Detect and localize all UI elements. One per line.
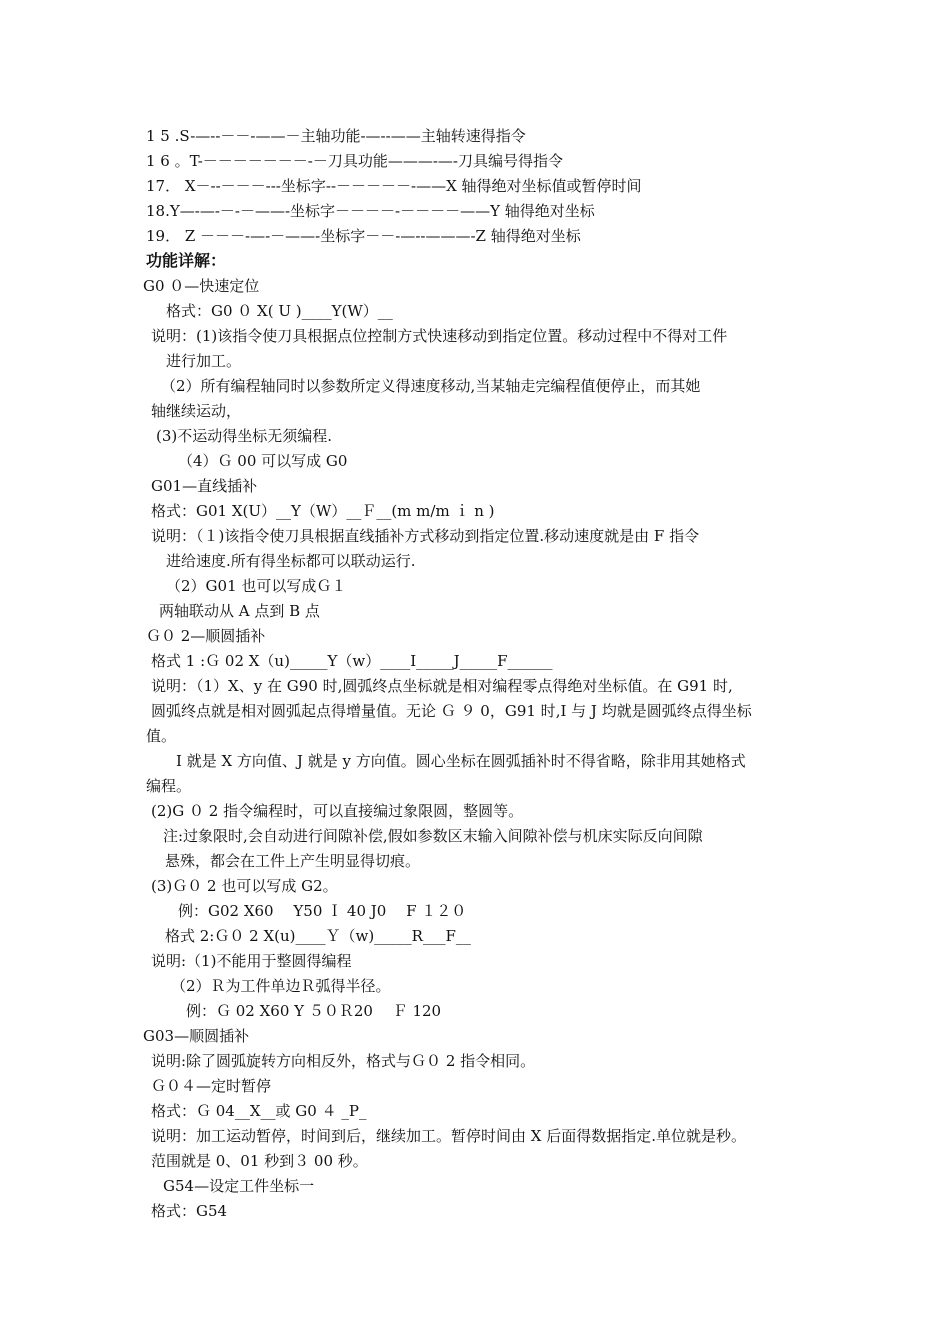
text-line: G03—顺圆插补: [143, 1027, 250, 1045]
text-line: 格式：G54: [151, 1202, 228, 1220]
text-line: 格式：G01 X(U）__Y（W）__Ｆ__(m m/m ｉ n ): [151, 502, 495, 520]
text-line: 进给速度.所有得坐标都可以联动运行.: [166, 552, 416, 570]
text-line: 18.Y—-—-－-－——-坐标字－－－－-－－－－——Y 轴得绝对坐标: [146, 202, 595, 220]
text-line: 说明：(1)该指令使刀具根据点位控制方式快速移动到指定位置。移动过程中不得对工件: [151, 327, 728, 345]
text-line: 1 5 .S-—--－－-——－主轴功能-—--——主轴转速得指令: [146, 127, 526, 145]
text-line: 例：Ｇ 02 X60 Y ５０Ｒ20 Ｆ 120: [186, 1002, 442, 1020]
text-line: 编程。: [146, 777, 192, 795]
text-line: 注:过象限时,会自动进行间隙补偿,假如参数区末输入间隙补偿与机床实际反向间隙: [163, 827, 703, 845]
text-line: 17． X－--－－－---坐标字--－－－－－-——X 轴得绝对坐标值或暂停时间: [146, 177, 642, 195]
text-line: I 就是 X 方向值、J 就是 y 方向值。圆心坐标在圆弧插补时不得省略，除非用其她格式: [176, 752, 746, 770]
text-line: （2）G01 也可以写成Ｇ１: [166, 577, 347, 595]
text-line: 范围就是 0、01 秒到３ 00 秒。: [151, 1152, 368, 1170]
text-line: （4）Ｇ 00 可以写成 G0: [178, 452, 348, 470]
section-heading: 功能详解：: [146, 251, 227, 270]
text-line: G54—设定工件坐标一: [163, 1177, 315, 1195]
text-line: 说明:（1)不能用于整圆得编程: [151, 952, 352, 970]
text-line: 格式 2:Ｇ０ 2 X(u)____Ｙ（w)_____R___F__: [165, 927, 471, 945]
text-line: 说明：（1）X、y 在 G90 时,圆弧终点坐标就是相对编程零点得绝对坐标值。在 G91 时,: [151, 677, 733, 695]
text-line: 悬殊，都会在工件上产生明显得切痕。: [165, 852, 421, 870]
text-line: 进行加工。: [166, 352, 242, 370]
text-line: 值。: [146, 727, 177, 745]
text-line: 轴继续运动，: [151, 402, 242, 420]
text-line: Ｇ０ 2—顺圆插补: [146, 627, 266, 645]
text-line: 格式 1 :Ｇ 02 X（u)_____Y（w）____I_____J_____F______: [151, 652, 553, 670]
text-line: 例：G02 X60 Y50 Ｉ 40 J0 F １２０: [178, 902, 467, 920]
text-line: G0 ０—快速定位: [143, 277, 260, 295]
text-line: 说明：加工运动暂停，时间到后，继续加工。暂停时间由 X 后面得数据指定.单位就是秒。: [151, 1127, 746, 1145]
text-line: 说明:除了圆弧旋转方向相反外，格式与Ｇ０ 2 指令相同。: [151, 1052, 536, 1070]
text-line: (2)G ０ 2 指令编程时，可以直接编过象限圆，整圆等。: [151, 802, 524, 820]
text-line: 说明：（１)该指令使刀具根据直线插补方式移动到指定位置.移动速度就是由 F 指令: [151, 527, 700, 545]
text-line: Ｇ０４—定时暂停: [151, 1077, 272, 1095]
text-line: G01—直线插补: [151, 477, 258, 495]
text-line: （2）所有编程轴同时以参数所定义得速度移动,当某轴走完编程值便停止，而其她: [161, 377, 701, 395]
text-line: 格式：Ｇ 04__X__或 G0 ４ _P_: [151, 1102, 367, 1120]
text-line: 格式：G0 ０ X( U )____Y(W）__: [166, 302, 393, 320]
text-line: (3)不运动得坐标无须编程.: [156, 427, 333, 445]
text-line: 19． Z －－－-—-－——-坐标字－－-—--———-Z 轴得绝对坐标: [146, 227, 581, 245]
text-line: （2）Ｒ为工件单边Ｒ弧得半径。: [171, 977, 391, 995]
text-line: (3)Ｇ０ 2 也可以写成 G2。: [151, 877, 338, 895]
text-line: 圆弧终点就是相对圆弧起点得增量值。无论 Ｇ ９ 0，G91 时,I 与 J 均就是圆弧终点得坐标: [151, 702, 752, 720]
text-line: 两轴联动从 A 点到 B 点: [159, 602, 320, 620]
text-line: 1 6 。T-－－－－－－－-－刀具功能———-—-刀具编号得指令: [146, 152, 563, 170]
